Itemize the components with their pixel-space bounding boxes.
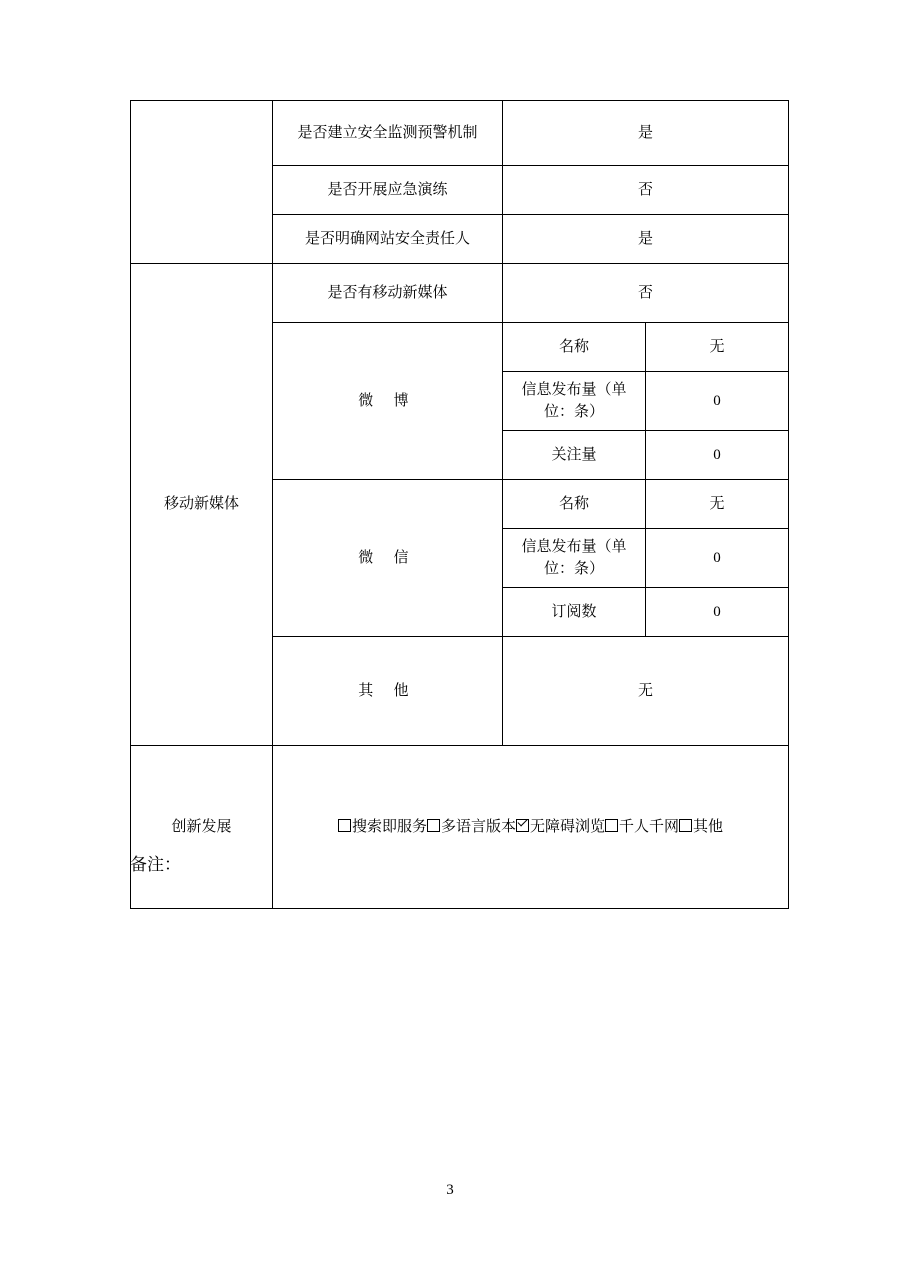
weixin-item-value-0: 无 — [646, 480, 789, 529]
checkbox-checked-icon[interactable] — [516, 819, 529, 832]
website-report-table — [130, 100, 789, 909]
security-group-cell — [131, 101, 273, 264]
innovation-options-cell — [273, 746, 789, 909]
security-label-0: 是否建立安全监测预警机制 — [273, 101, 503, 166]
weixin-item-label-0: 名称 — [503, 480, 646, 529]
other-media-label: 其 他 — [273, 637, 503, 746]
table-row — [131, 264, 789, 323]
table-row — [131, 746, 789, 909]
weixin-item-value-1: 0 — [646, 529, 789, 588]
page-number: 3 — [446, 1182, 454, 1198]
weibo-label: 微 博 — [273, 323, 503, 480]
security-label-2: 是否明确网站安全责任人 — [273, 215, 503, 264]
security-label-1: 是否开展应急演练 — [273, 166, 503, 215]
weixin-item-label-2: 订阅数 — [503, 588, 646, 637]
innovation-option-3[interactable] — [605, 819, 679, 835]
weibo-item-label-1: 信息发布量（单位：条） — [503, 372, 646, 431]
weibo-item-value-0: 无 — [646, 323, 789, 372]
weibo-item-label-0: 名称 — [503, 323, 646, 372]
has-mobile-media-value: 否 — [503, 264, 789, 323]
innovation-option-4[interactable] — [679, 819, 723, 835]
mobile-media-group-label: 移动新媒体 — [131, 264, 273, 746]
other-media-value: 无 — [503, 637, 789, 746]
innovation-option-label: 搜索即服务 — [351, 819, 427, 835]
remark-label: 备注： — [130, 855, 181, 874]
weibo-item-label-2: 关注量 — [503, 431, 646, 480]
innovation-label: 创新发展 — [131, 746, 273, 909]
innovation-option-label: 千人千网 — [619, 819, 680, 835]
checkbox-icon[interactable] — [427, 819, 440, 832]
innovation-option-label: 其他 — [693, 819, 724, 835]
innovation-option-0[interactable] — [338, 819, 427, 835]
security-value-1: 否 — [503, 166, 789, 215]
checkbox-icon[interactable] — [679, 819, 692, 832]
checkbox-icon[interactable] — [338, 819, 351, 832]
weixin-item-label-1: 信息发布量（单位：条） — [503, 529, 646, 588]
security-value-0: 是 — [503, 101, 789, 166]
checkbox-icon[interactable] — [605, 819, 618, 832]
innovation-option-2[interactable] — [516, 819, 605, 835]
innovation-option-label: 无障碍浏览 — [530, 819, 606, 835]
weixin-label: 微 信 — [273, 480, 503, 637]
security-value-2: 是 — [503, 215, 789, 264]
has-mobile-media-label: 是否有移动新媒体 — [273, 264, 503, 323]
weixin-item-value-2: 0 — [646, 588, 789, 637]
innovation-option-1[interactable] — [427, 819, 516, 835]
innovation-options-line — [277, 815, 784, 839]
innovation-option-label: 多语言版本 — [440, 819, 516, 835]
weibo-item-value-1: 0 — [646, 372, 789, 431]
table-row — [131, 101, 789, 166]
weibo-item-value-2: 0 — [646, 431, 789, 480]
